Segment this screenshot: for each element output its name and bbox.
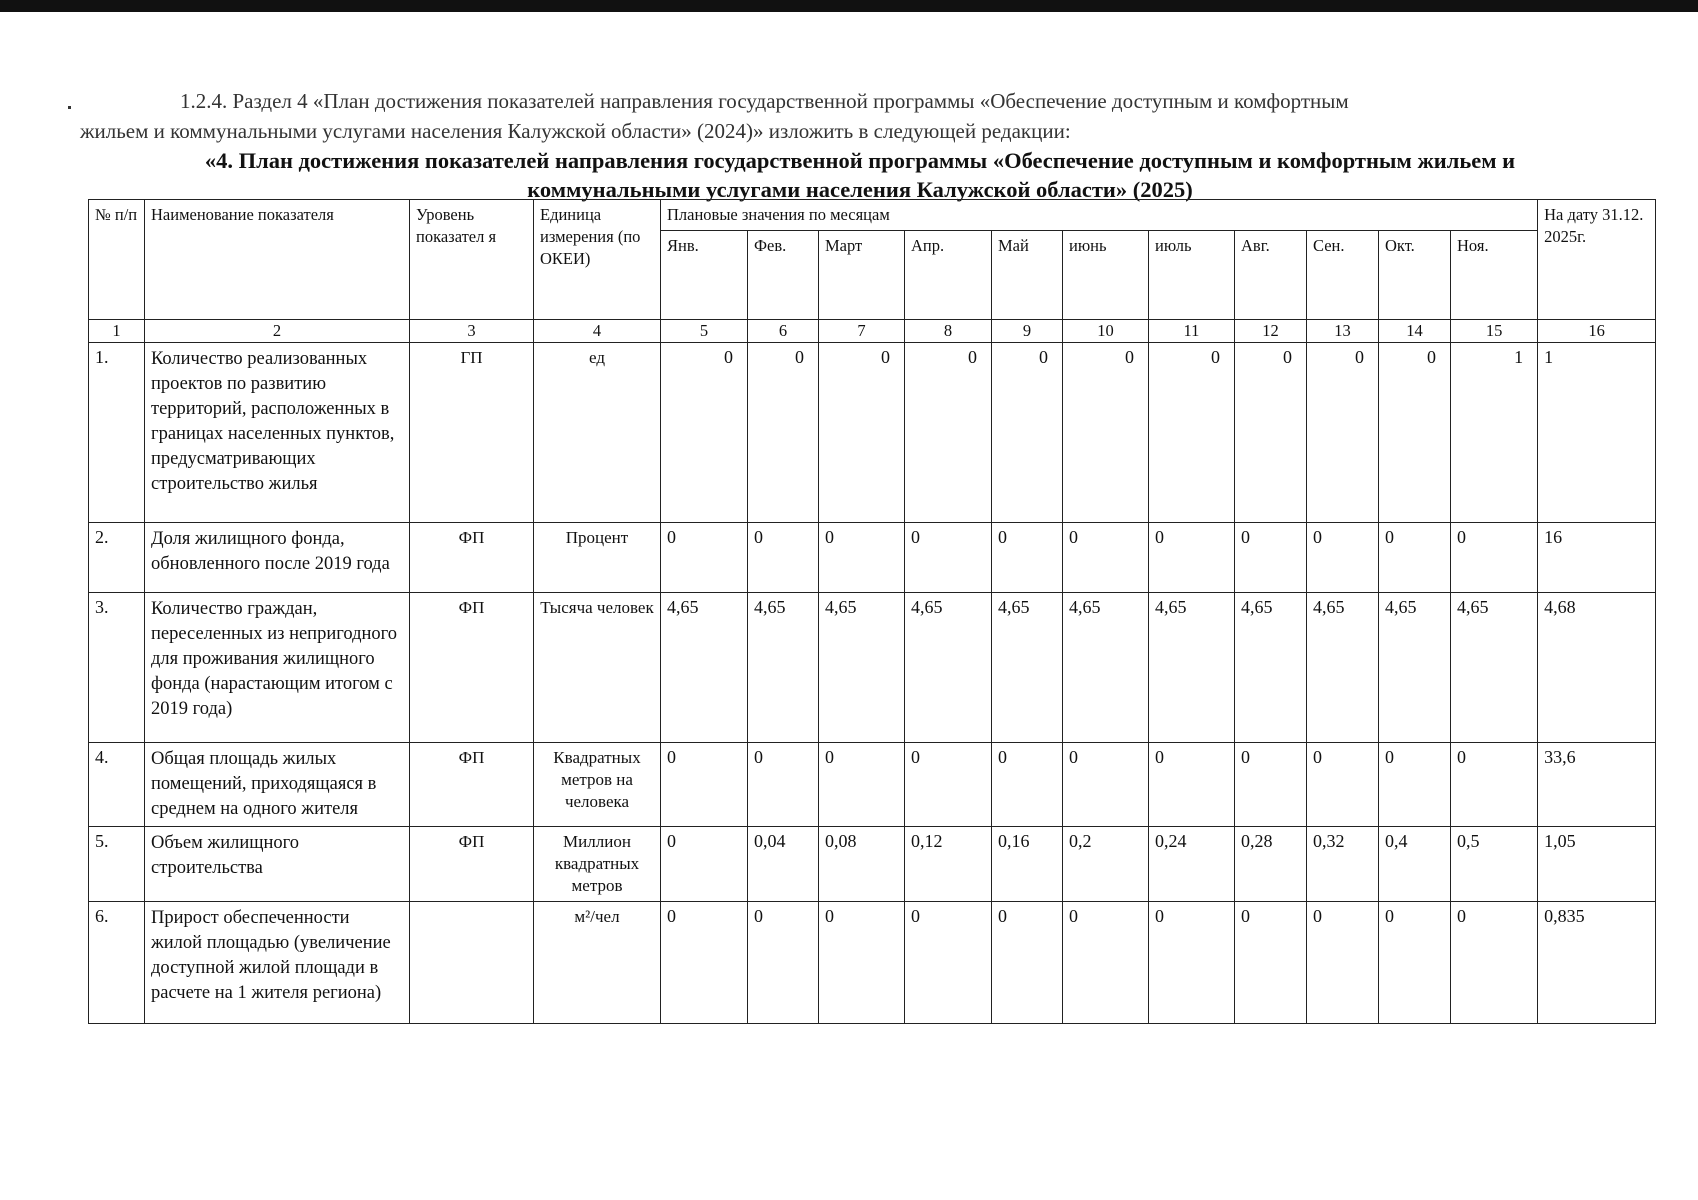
monthly-value: 0: [905, 743, 992, 827]
plan-table: [88, 199, 1656, 1024]
monthly-value: 4,65: [1307, 593, 1379, 743]
monthly-value: 0: [1063, 902, 1149, 1024]
header-month: Ноя.: [1451, 231, 1538, 320]
table-row: [89, 593, 1656, 743]
monthly-value: 0: [1235, 343, 1307, 523]
table-row: [89, 523, 1656, 593]
column-number: 14: [1379, 320, 1451, 343]
section-heading: [80, 146, 1640, 204]
monthly-value: 0: [1379, 743, 1451, 827]
monthly-value: 0: [1063, 743, 1149, 827]
monthly-value: 4,65: [1063, 593, 1149, 743]
header-month: Апр.: [905, 231, 992, 320]
monthly-value: 0: [1451, 523, 1538, 593]
monthly-value: 4,65: [1235, 593, 1307, 743]
row-number: 4.: [89, 743, 145, 827]
monthly-value: 4,65: [905, 593, 992, 743]
monthly-value: 0: [1307, 523, 1379, 593]
monthly-value: 0: [748, 902, 819, 1024]
monthly-value: 0: [1307, 343, 1379, 523]
column-number: 7: [819, 320, 905, 343]
monthly-value: 0: [992, 343, 1063, 523]
column-number: 4: [534, 320, 661, 343]
header-month: Сен.: [1307, 231, 1379, 320]
monthly-value: 0: [661, 743, 748, 827]
monthly-value: 0: [1451, 902, 1538, 1024]
intro-paragraph: [80, 86, 1640, 146]
column-number: 5: [661, 320, 748, 343]
monthly-value: 0: [1063, 343, 1149, 523]
column-number: 1: [89, 320, 145, 343]
monthly-value: 0: [661, 827, 748, 902]
table-row: [89, 902, 1656, 1024]
monthly-value: 0: [1149, 523, 1235, 593]
monthly-value: 0: [661, 902, 748, 1024]
monthly-value: 0,04: [748, 827, 819, 902]
header-month: Фев.: [748, 231, 819, 320]
column-number: 3: [410, 320, 534, 343]
header-name: Наименование показателя: [145, 200, 410, 320]
monthly-value: 0: [905, 523, 992, 593]
monthly-value: 0: [661, 343, 748, 523]
monthly-value: 0: [819, 743, 905, 827]
monthly-value: 0: [905, 902, 992, 1024]
column-number-row: [89, 320, 1656, 343]
heading-line-1: «4. План достижения показателей направления государственной программы «Обеспечение доступным и комфортным жильем и: [204, 148, 1516, 173]
indicator-level: [410, 902, 534, 1024]
indicator-level: ГП: [410, 343, 534, 523]
intro-line-2: жильем и коммунальными услугами населения Калужской области» (2024)» изложить в следующей редакции:: [80, 119, 1071, 143]
indicator-unit: ед: [534, 343, 661, 523]
monthly-value: 0,28: [1235, 827, 1307, 902]
monthly-value: 4,65: [1451, 593, 1538, 743]
final-value: 4,68: [1538, 593, 1656, 743]
monthly-value: 0,4: [1379, 827, 1451, 902]
monthly-value: 0: [992, 523, 1063, 593]
indicator-unit: Квадратных метров на человека: [534, 743, 661, 827]
indicator-level: ФП: [410, 593, 534, 743]
final-value: 0,835: [1538, 902, 1656, 1024]
header-row-top: [89, 200, 1656, 231]
header-month: Май: [992, 231, 1063, 320]
monthly-value: 0,08: [819, 827, 905, 902]
column-number: 11: [1149, 320, 1235, 343]
header-level: Уровень показател я: [410, 200, 534, 320]
final-value: 1: [1538, 343, 1656, 523]
table-body: [89, 343, 1656, 1024]
indicator-name: Количество граждан, переселенных из непригодного для проживания жилищного фонда (нарастающим итогом с 2019 года): [145, 593, 410, 743]
indicator-unit: м²/чел: [534, 902, 661, 1024]
indicator-unit: Процент: [534, 523, 661, 593]
column-number: 2: [145, 320, 410, 343]
column-number: 10: [1063, 320, 1149, 343]
monthly-value: 0: [1235, 523, 1307, 593]
monthly-value: 0: [1379, 902, 1451, 1024]
monthly-value: 1: [1451, 343, 1538, 523]
row-number: 1.: [89, 343, 145, 523]
header-month: Окт.: [1379, 231, 1451, 320]
monthly-value: 0,32: [1307, 827, 1379, 902]
monthly-value: 4,65: [992, 593, 1063, 743]
header-month: июль: [1149, 231, 1235, 320]
monthly-value: 0: [1149, 902, 1235, 1024]
column-number: 13: [1307, 320, 1379, 343]
top-border-rule: [0, 0, 1698, 12]
monthly-value: 0: [819, 343, 905, 523]
indicator-name: Количество реализованных проектов по развитию территорий, расположенных в границах населенных пунктов, предусматривающих строительство жилья: [145, 343, 410, 523]
header-num: № п/п: [89, 200, 145, 320]
monthly-value: 4,65: [1379, 593, 1451, 743]
monthly-value: 0,2: [1063, 827, 1149, 902]
monthly-value: 0: [1307, 743, 1379, 827]
monthly-value: 0: [1379, 523, 1451, 593]
indicator-level: ФП: [410, 523, 534, 593]
indicator-name: Объем жилищного строительства: [145, 827, 410, 902]
table-row: [89, 827, 1656, 902]
monthly-value: 0: [819, 902, 905, 1024]
header-month: Янв.: [661, 231, 748, 320]
monthly-value: 0,12: [905, 827, 992, 902]
monthly-value: 0,24: [1149, 827, 1235, 902]
final-value: 16: [1538, 523, 1656, 593]
monthly-value: 0: [992, 902, 1063, 1024]
column-number: 9: [992, 320, 1063, 343]
header-month: Март: [819, 231, 905, 320]
monthly-value: 4,65: [1149, 593, 1235, 743]
monthly-value: 0,5: [1451, 827, 1538, 902]
monthly-value: 0: [1063, 523, 1149, 593]
header-month: июнь: [1063, 231, 1149, 320]
indicator-name: Прирост обеспеченности жилой площадью (увеличение доступной жилой площади в расчете на 1 жителя региона): [145, 902, 410, 1024]
indicator-name: Общая площадь жилых помещений, приходящаяся в среднем на одного жителя: [145, 743, 410, 827]
row-number: 3.: [89, 593, 145, 743]
intro-line-1: 1.2.4. Раздел 4 «План достижения показателей направления государственной программы «Обеспечение доступным и комфортным: [180, 89, 1349, 113]
monthly-value: 0: [819, 523, 905, 593]
monthly-value: 0: [748, 743, 819, 827]
row-number: 6.: [89, 902, 145, 1024]
monthly-value: 0: [1149, 343, 1235, 523]
final-value: 1,05: [1538, 827, 1656, 902]
final-value: 33,6: [1538, 743, 1656, 827]
monthly-value: 4,65: [748, 593, 819, 743]
indicator-unit: Тысяча человек: [534, 593, 661, 743]
indicator-unit: Миллион квадратных метров: [534, 827, 661, 902]
heading-line-2: коммунальными услугами населения Калужской области» (2025): [527, 177, 1193, 202]
row-number: 2.: [89, 523, 145, 593]
monthly-value: 0: [1307, 902, 1379, 1024]
monthly-value: 4,65: [819, 593, 905, 743]
monthly-value: 0: [905, 343, 992, 523]
column-number: 6: [748, 320, 819, 343]
monthly-value: 0: [1235, 902, 1307, 1024]
table-row: [89, 743, 1656, 827]
monthly-value: 0: [1149, 743, 1235, 827]
monthly-value: 0: [661, 523, 748, 593]
monthly-value: 0: [992, 743, 1063, 827]
column-number: 12: [1235, 320, 1307, 343]
indicator-name: Доля жилищного фонда, обновленного после 2019 года: [145, 523, 410, 593]
header-month: Авг.: [1235, 231, 1307, 320]
column-number: 16: [1538, 320, 1656, 343]
margin-dot: [68, 106, 71, 109]
column-number: 15: [1451, 320, 1538, 343]
monthly-value: 0: [1379, 343, 1451, 523]
monthly-value: 0: [1235, 743, 1307, 827]
row-number: 5.: [89, 827, 145, 902]
monthly-value: 0: [748, 523, 819, 593]
monthly-value: 0,16: [992, 827, 1063, 902]
monthly-value: 0: [748, 343, 819, 523]
table-row: [89, 343, 1656, 523]
monthly-value: 4,65: [661, 593, 748, 743]
indicator-level: ФП: [410, 743, 534, 827]
indicator-level: ФП: [410, 827, 534, 902]
header-months-group: Плановые значения по месяцам: [661, 200, 1538, 231]
header-unit: Единица измерения (по ОКЕИ): [534, 200, 661, 320]
column-number: 8: [905, 320, 992, 343]
header-final: На дату 31.12. 2025г.: [1538, 200, 1656, 320]
monthly-value: 0: [1451, 743, 1538, 827]
